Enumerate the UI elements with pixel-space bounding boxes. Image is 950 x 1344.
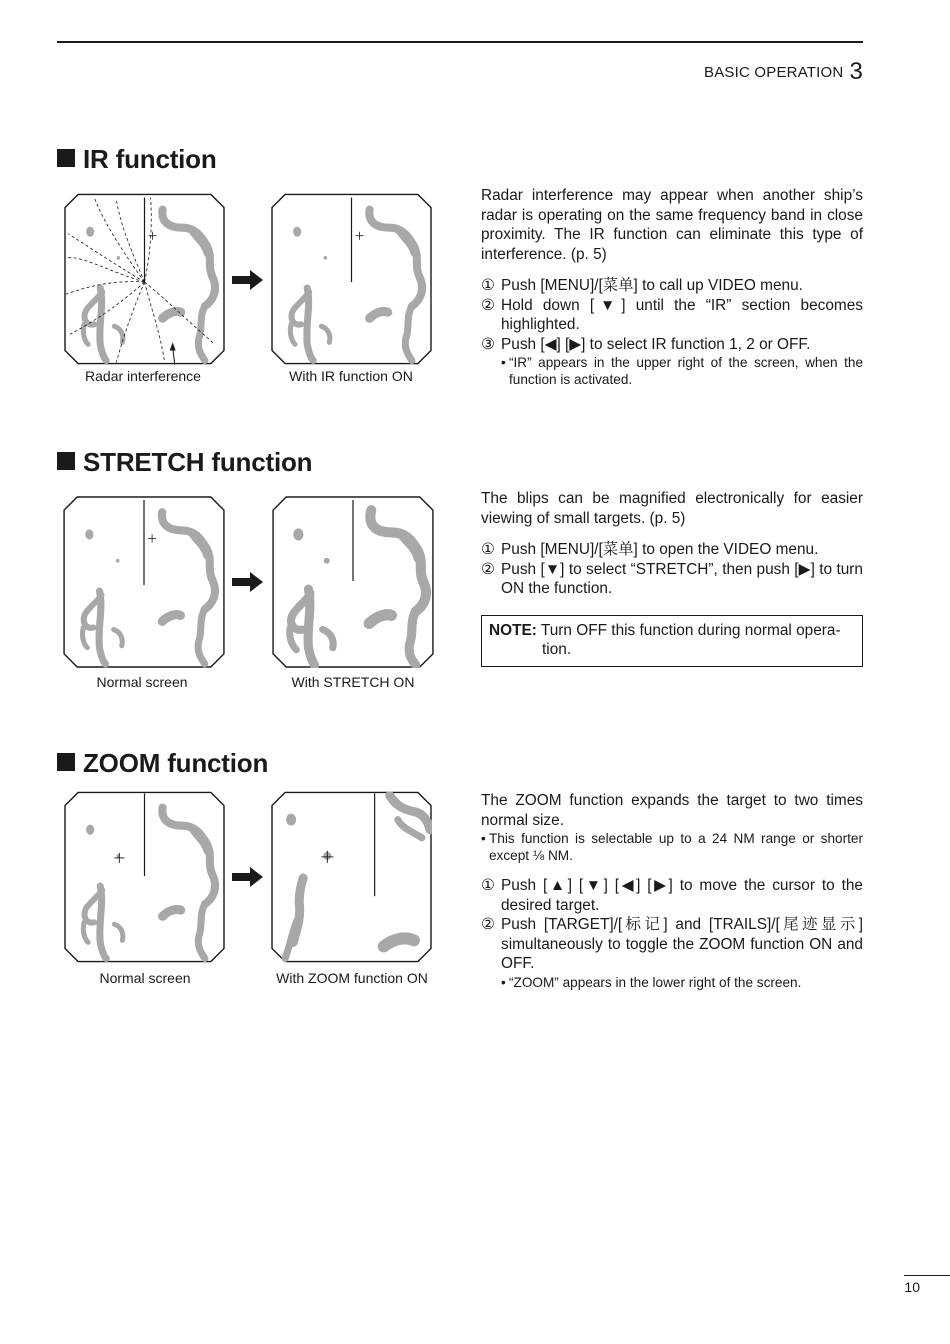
- note-text-line-1: Turn OFF this function during normal opera-: [540, 621, 841, 639]
- step-marker: ②: [481, 916, 495, 933]
- note-text-line-2: tion.: [542, 641, 572, 658]
- chapter-number: 3: [849, 58, 863, 85]
- page-number-rule: [904, 1275, 950, 1276]
- step-text: Hold down [▼] until the “IR” section becomes highlighted.: [501, 296, 863, 333]
- zoom-text: [481, 791, 863, 993]
- step-marker: ②: [481, 560, 495, 578]
- section-title-stretch: [57, 447, 312, 478]
- step-text: Push [▼] to select “STRETCH”, then push [▶] to turn ON the function.: [501, 560, 863, 597]
- zoom-step-2: [481, 915, 863, 974]
- section-title-ir: [57, 144, 217, 175]
- step-marker: ①: [481, 277, 495, 294]
- ir-step-1: [481, 276, 863, 296]
- square-bullet-icon: [57, 753, 75, 771]
- right-arrow-icon: [232, 867, 264, 887]
- radar-screen-interference: [64, 193, 225, 365]
- caption-zoom-normal: Normal screen: [99, 970, 191, 986]
- radar-screen-normal: [63, 496, 225, 668]
- zoom-step-1: [481, 876, 863, 915]
- chapter-label: BASIC OPERATION: [704, 64, 844, 81]
- zoom-sub-note: • “ZOOM” appears in the lower right of the screen.: [501, 974, 802, 990]
- ir-step-3: [481, 335, 863, 355]
- section-title-text: STRETCH function: [83, 447, 313, 477]
- section-title-zoom: [57, 748, 268, 779]
- section-title-text: ZOOM function: [83, 748, 269, 778]
- sub-note-text: “IR” appears in the upper right of the screen, when the function is activated.: [509, 355, 863, 387]
- stretch-text: [481, 489, 863, 667]
- bullet-text: This function is selectable up to a 24 NM range or shorter except ⅛ NM.: [489, 831, 863, 863]
- ir-text: [481, 186, 863, 390]
- step-marker: ①: [481, 877, 495, 894]
- step-text: Push [MENU]/[菜单] to call up VIDEO menu.: [501, 277, 803, 294]
- stretch-step-1: [481, 540, 863, 560]
- sub-note-text: “ZOOM” appears in the lower right of the screen.: [509, 974, 802, 990]
- step-text: Push [◀] [▶] to select IR function 1, 2 or OFF.: [501, 335, 811, 353]
- chapter-header: [704, 58, 863, 86]
- caption-normal-screen: Normal screen: [96, 674, 188, 690]
- step-text: Push [MENU]/[菜单] to open the VIDEO menu.: [501, 541, 819, 558]
- radar-screen-zoom-on: [271, 791, 432, 963]
- radar-screen-stretch-on: [272, 496, 434, 668]
- caption-ir-on: With IR function ON: [289, 368, 413, 384]
- step-marker: ②: [481, 296, 495, 314]
- step-marker: ①: [481, 541, 495, 558]
- caption-stretch-on: With STRETCH ON: [291, 674, 415, 690]
- caption-radar-interference: Radar interference: [85, 368, 201, 384]
- zoom-bullet: • This function is selectable up to a 24 NM range or shorter except ⅛ NM.: [481, 831, 863, 863]
- radar-screen-ir-on: [271, 193, 432, 365]
- page-number: 10: [904, 1279, 920, 1295]
- stretch-intro: The blips can be magnified electronically for easier viewing of small targets. (p. 5): [481, 490, 863, 527]
- radar-screen-zoom-normal: [64, 791, 225, 963]
- caption-zoom-on: With ZOOM function ON: [276, 970, 428, 986]
- ir-intro: Radar interference may appear when another ship’s radar is operating on the same frequency band in close proximity. The IR function can eliminate this type of interference. (p. 5): [481, 187, 863, 263]
- right-arrow-icon: [232, 572, 264, 592]
- ir-sub-note: • “IR” appears in the upper right of the screen, when the function is activated.: [501, 355, 863, 387]
- section-title-text: IR function: [83, 144, 217, 174]
- square-bullet-icon: [57, 452, 75, 470]
- step-text: Push [TARGET]/[标记] and [TRAILS]/[尾迹显示] simultaneously to toggle the ZOOM function ON and OFF.: [501, 916, 863, 972]
- step-marker: ③: [481, 335, 495, 353]
- square-bullet-icon: [57, 149, 75, 167]
- zoom-intro: The ZOOM function expands the target to two times normal size.: [481, 792, 863, 829]
- note-box: [481, 615, 863, 667]
- note-label: NOTE:: [489, 621, 537, 639]
- right-arrow-icon: [232, 270, 264, 290]
- stretch-step-2: [481, 560, 863, 599]
- step-text: Push [▲] [▼] [◀] [▶] to move the cursor to the desired target.: [501, 877, 863, 914]
- ir-step-2: [481, 296, 863, 335]
- top-rule: [57, 41, 863, 43]
